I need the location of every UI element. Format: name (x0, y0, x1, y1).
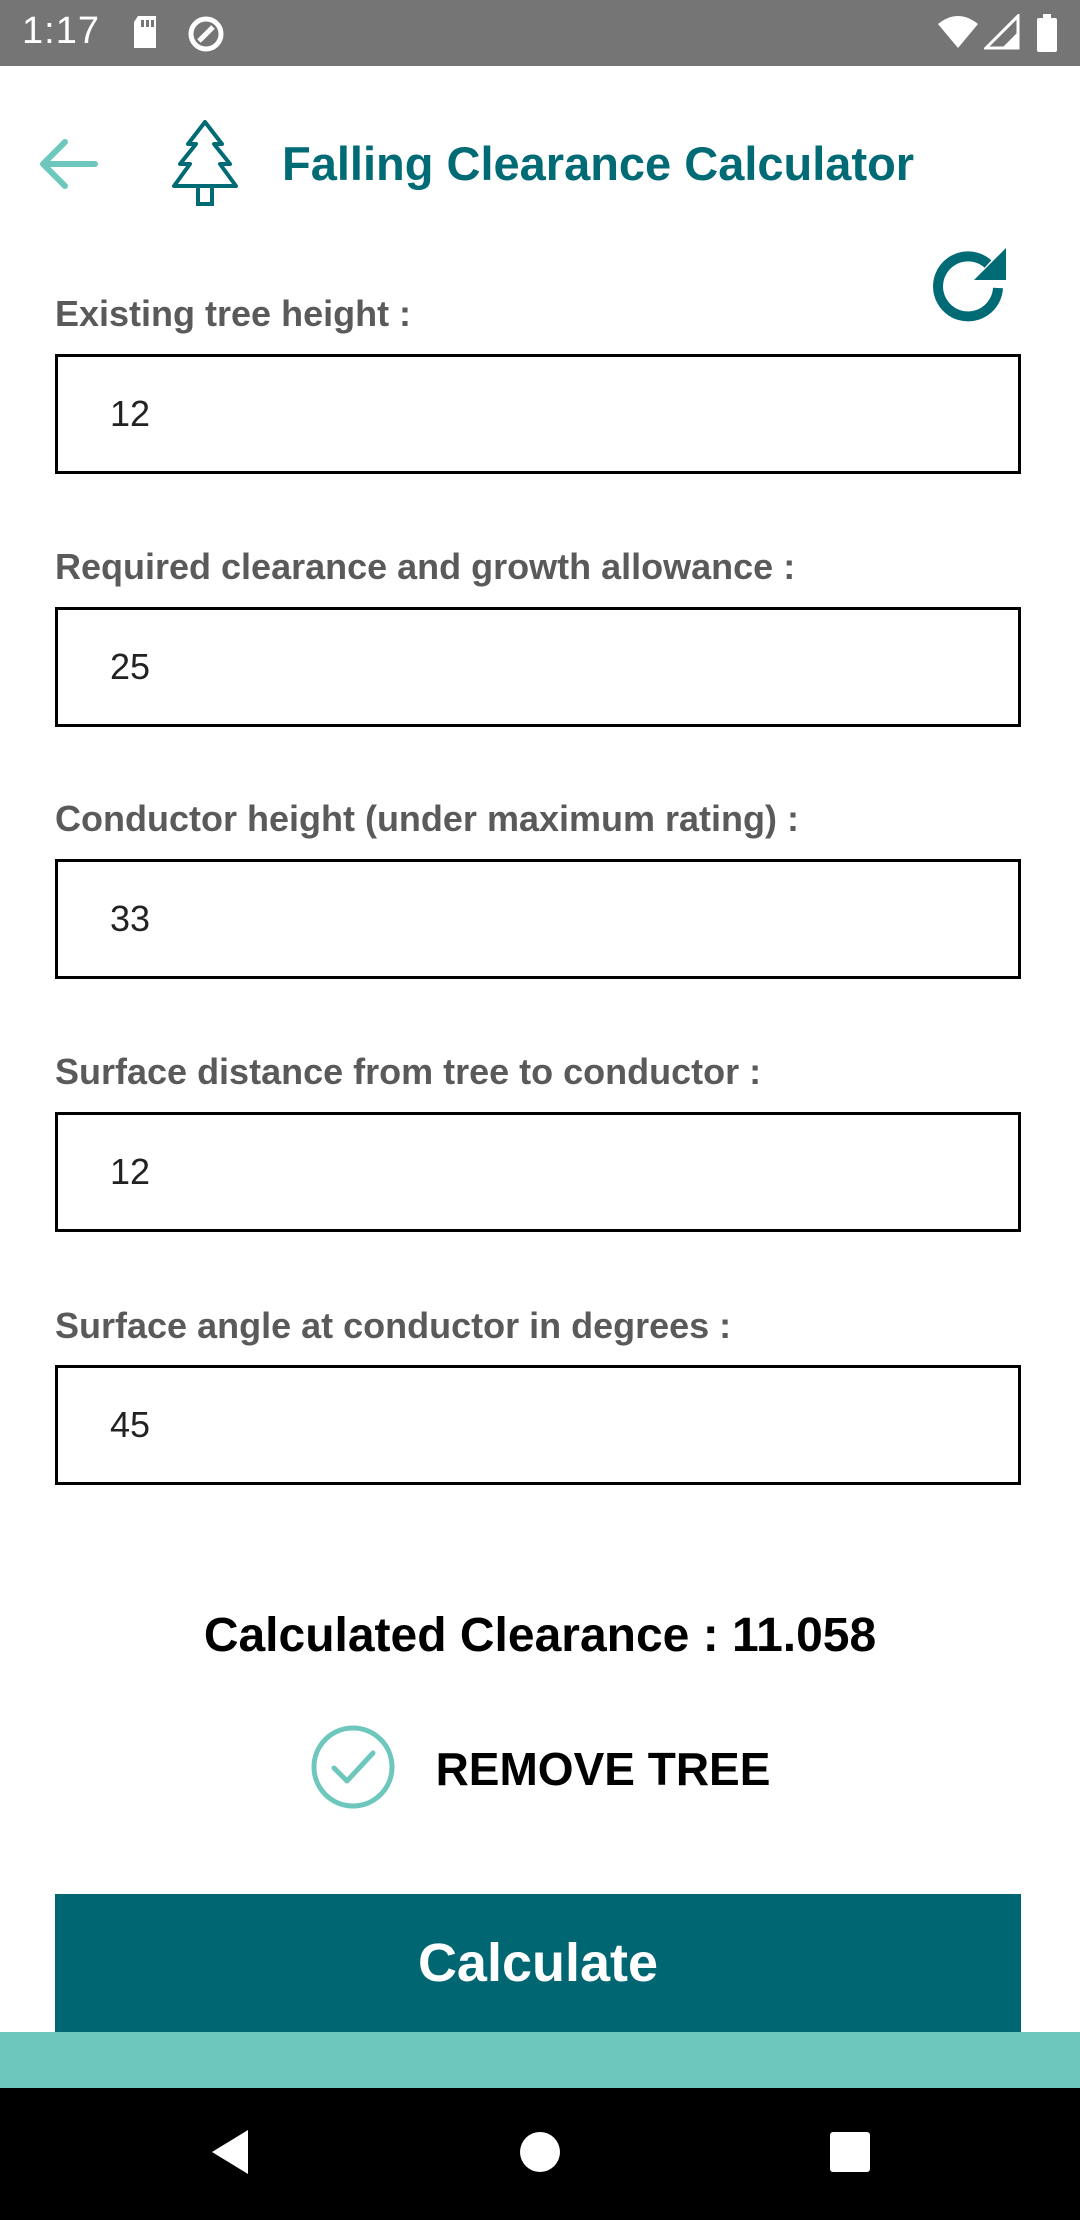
signal-icon (984, 14, 1020, 55)
nav-home-button[interactable] (504, 2118, 576, 2190)
surface-angle-label: Surface angle at conductor in degrees : (55, 1305, 732, 1346)
conductor-height-input[interactable] (55, 859, 1021, 979)
refresh-icon (922, 323, 1018, 340)
surface-distance-input[interactable] (55, 1112, 1021, 1232)
existing-tree-height-label: Existing tree height : (55, 293, 412, 334)
tree-icon (170, 118, 240, 213)
app-bar (0, 66, 1080, 266)
sd-card-icon (130, 14, 160, 55)
page-title: Falling Clearance Calculator (282, 137, 915, 190)
calculated-clearance-result: Calculated Clearance : 11.058 (203, 1609, 877, 1662)
status-bar (0, 0, 1080, 66)
wifi-icon (936, 14, 980, 55)
nav-recents-button[interactable] (814, 2118, 886, 2190)
reset-button[interactable] (922, 240, 1018, 336)
verdict-row (0, 1724, 1080, 1814)
verdict-text: REMOVE TREE (435, 1743, 771, 1795)
surface-angle-input[interactable] (55, 1365, 1021, 1485)
surface-distance-label: Surface distance from tree to conductor : (55, 1051, 762, 1092)
triangle-back-icon (206, 2126, 254, 2183)
square-recents-icon (828, 2130, 872, 2179)
calculate-button[interactable]: Calculate (55, 1894, 1021, 2032)
required-clearance-input[interactable] (55, 607, 1021, 727)
battery-icon (1036, 14, 1058, 57)
circle-home-icon (518, 2130, 562, 2179)
existing-tree-height-input[interactable] (55, 354, 1021, 474)
check-circle-icon (310, 1724, 396, 1815)
nav-back-button[interactable] (194, 2118, 266, 2190)
conductor-height-label: Conductor height (under maximum rating) : (55, 798, 799, 839)
required-clearance-label: Required clearance and growth allowance : (55, 546, 796, 587)
system-nav-bar (0, 2088, 1080, 2220)
status-time: 1:17 (22, 10, 100, 52)
bottom-accent-strip (0, 2032, 1080, 2088)
data-saver-icon (186, 14, 226, 59)
back-button[interactable] (28, 126, 108, 206)
arrow-left-icon (37, 136, 99, 197)
